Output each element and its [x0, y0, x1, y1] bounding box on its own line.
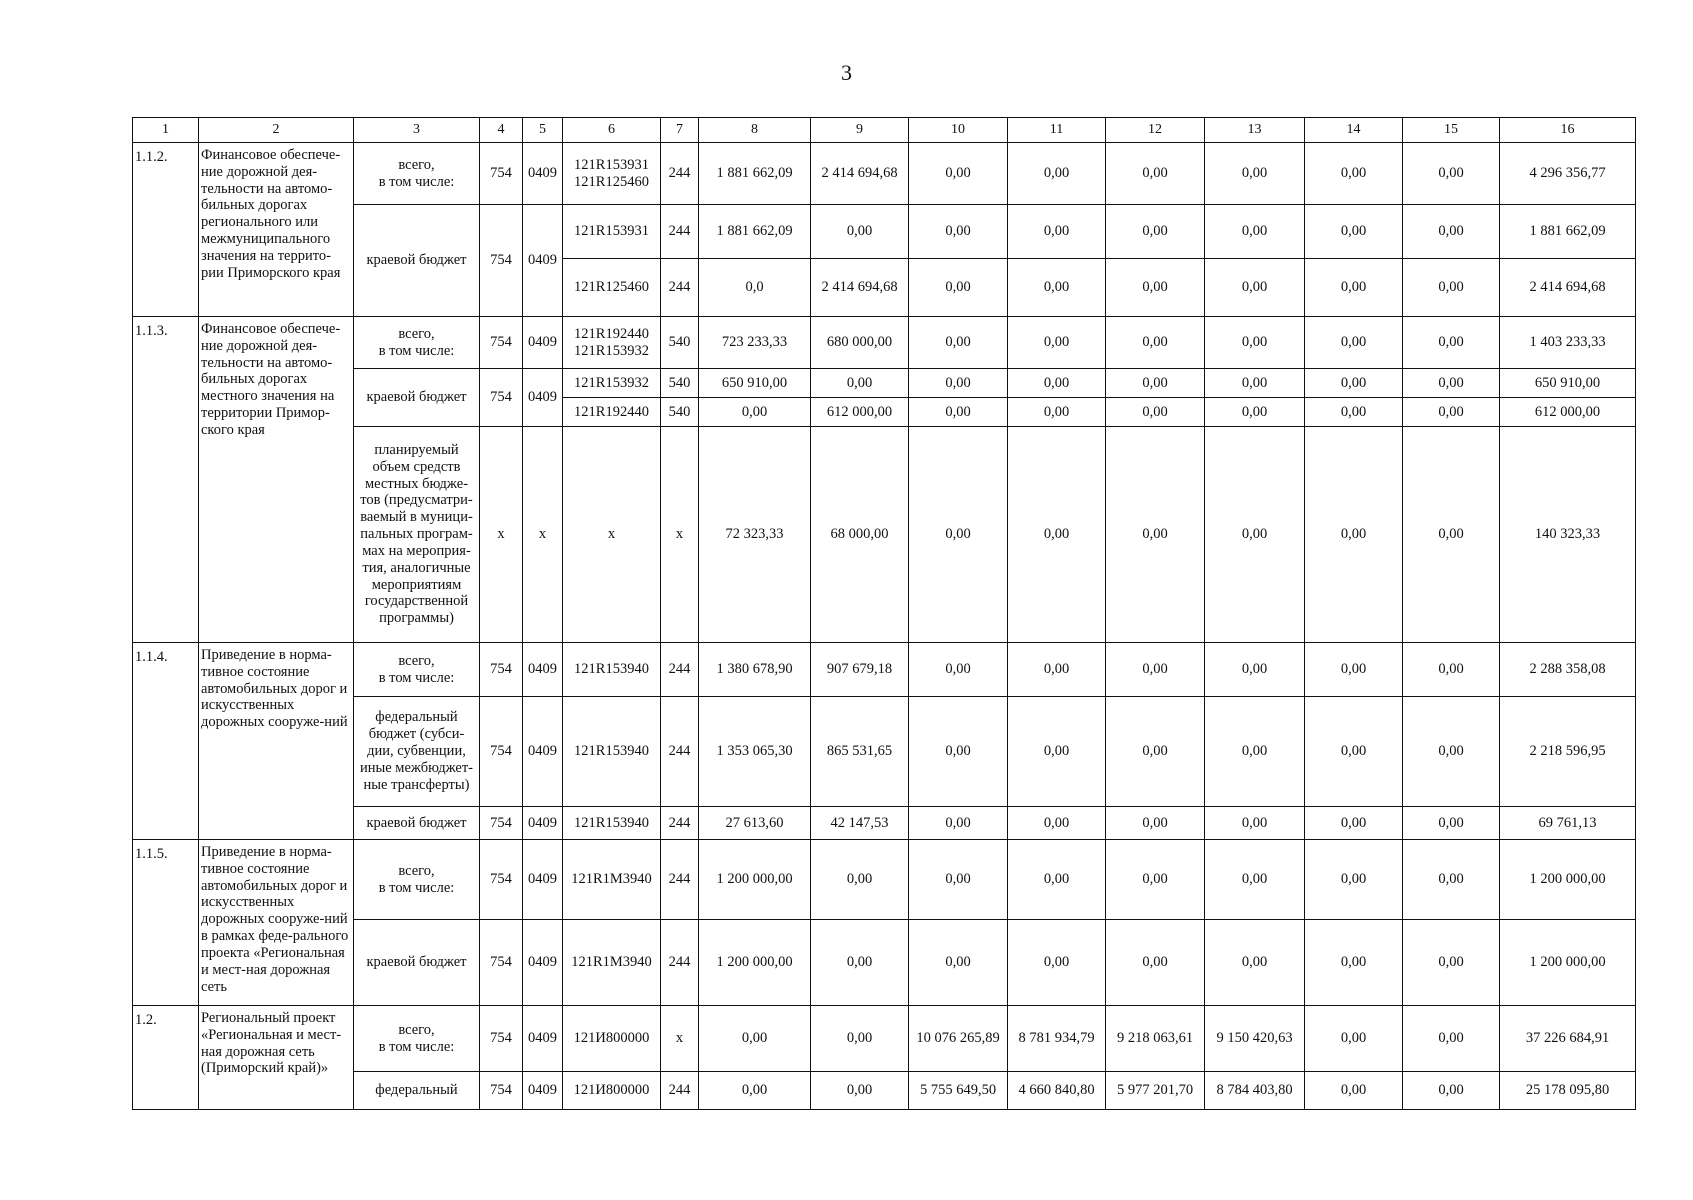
col-header: 14 [1305, 118, 1403, 143]
table-row [133, 205, 1636, 259]
cell: 2 218 596,95 [1500, 697, 1636, 807]
table-row [133, 697, 1636, 807]
cell: 754 [480, 697, 523, 807]
cell: 0,00 [909, 643, 1008, 697]
cell: 0,00 [1305, 643, 1403, 697]
cell: 754 [480, 643, 523, 697]
cell: 612 000,00 [1500, 398, 1636, 427]
table-row [133, 840, 1636, 920]
cell: 0,00 [1205, 398, 1305, 427]
table-row [133, 427, 1636, 643]
cell: 121R153940 [563, 697, 661, 807]
cell: 0,00 [1205, 369, 1305, 398]
cell: 121R153931 [563, 205, 661, 259]
cell: 1 353 065,30 [699, 697, 811, 807]
cell: 0,00 [1008, 259, 1106, 317]
cell: 9 218 063,61 [1106, 1006, 1205, 1072]
cell: 0,00 [1008, 840, 1106, 920]
source-regional: краевой бюджет [354, 205, 480, 317]
cell: 69 761,13 [1500, 807, 1636, 840]
cell: 754 [480, 205, 523, 317]
header-row [133, 118, 1636, 143]
col-header: 12 [1106, 118, 1205, 143]
cell: 9 150 420,63 [1205, 1006, 1305, 1072]
cell: 0,00 [699, 1072, 811, 1110]
cell: 121R153932 [563, 369, 661, 398]
cell: 0,00 [1008, 369, 1106, 398]
cell: 754 [480, 143, 523, 205]
cell: 27 613,60 [699, 807, 811, 840]
cell: 0,00 [1106, 920, 1205, 1006]
cell: 244 [661, 920, 699, 1006]
cell: 42 147,53 [811, 807, 909, 840]
cell: 244 [661, 807, 699, 840]
cell: 0,00 [1403, 920, 1500, 1006]
cell: 0,00 [699, 398, 811, 427]
table-row [133, 369, 1636, 398]
cell: 0,00 [1205, 840, 1305, 920]
cell: 0,00 [1305, 398, 1403, 427]
cell: 0,00 [1106, 317, 1205, 369]
cell: 121R153931 121R125460 [563, 143, 661, 205]
cell: 121R192440 121R153932 [563, 317, 661, 369]
cell: 1 881 662,09 [1500, 205, 1636, 259]
cell: 0,00 [1403, 398, 1500, 427]
cell: 121R1M3940 [563, 920, 661, 1006]
cell: 244 [661, 205, 699, 259]
source-regional: краевой бюджет [354, 369, 480, 427]
cell: 140 323,33 [1500, 427, 1636, 643]
cell: 0409 [523, 643, 563, 697]
cell: 0,00 [1305, 427, 1403, 643]
cell: 0,00 [811, 840, 909, 920]
cell: 121И800000 [563, 1006, 661, 1072]
cell: x [563, 427, 661, 643]
cell: 754 [480, 1006, 523, 1072]
cell: 680 000,00 [811, 317, 909, 369]
cell: 0,00 [811, 920, 909, 1006]
cell: 1 380 678,90 [699, 643, 811, 697]
cell: 1 200 000,00 [699, 920, 811, 1006]
col-header: 10 [909, 118, 1008, 143]
cell: 0409 [523, 1072, 563, 1110]
cell: 244 [661, 1072, 699, 1110]
cell: 4 660 840,80 [1008, 1072, 1106, 1110]
cell: 0,00 [1106, 205, 1205, 259]
cell: 0,0 [699, 259, 811, 317]
cell: 2 288 358,08 [1500, 643, 1636, 697]
item-number: 1.1.4. [133, 643, 199, 840]
cell: 0,00 [909, 205, 1008, 259]
item-number: 1.2. [133, 1006, 199, 1110]
cell: 72 323,33 [699, 427, 811, 643]
table-row [133, 807, 1636, 840]
col-header: 11 [1008, 118, 1106, 143]
cell: 0,00 [909, 427, 1008, 643]
cell: 540 [661, 398, 699, 427]
source-federal: федеральный [354, 1072, 480, 1110]
col-header: 6 [563, 118, 661, 143]
cell: 0,00 [1403, 840, 1500, 920]
cell: 0,00 [1008, 643, 1106, 697]
cell: 0,00 [1305, 369, 1403, 398]
cell: 0,00 [1106, 398, 1205, 427]
cell: 0,00 [1008, 807, 1106, 840]
cell: 121R1M3940 [563, 840, 661, 920]
cell: 650 910,00 [1500, 369, 1636, 398]
cell: 0,00 [1305, 205, 1403, 259]
col-header: 1 [133, 118, 199, 143]
cell: 754 [480, 840, 523, 920]
cell: 723 233,33 [699, 317, 811, 369]
cell: 0,00 [1403, 259, 1500, 317]
cell: 0,00 [909, 697, 1008, 807]
cell: 244 [661, 840, 699, 920]
cell: 244 [661, 697, 699, 807]
item-name: Приведение в норма-тивное состояние автомобильных дорог и искусственных дорожных сооруже-ний [199, 643, 354, 840]
item-number: 1.1.5. [133, 840, 199, 1006]
cell: 0,00 [1205, 143, 1305, 205]
cell: 0,00 [1106, 143, 1205, 205]
cell: 25 178 095,80 [1500, 1072, 1636, 1110]
cell: 0,00 [1305, 1072, 1403, 1110]
source-regional: краевой бюджет [354, 807, 480, 840]
cell: 0,00 [1008, 697, 1106, 807]
cell: 754 [480, 920, 523, 1006]
cell: 0,00 [1106, 259, 1205, 317]
col-header: 9 [811, 118, 909, 143]
source-regional: краевой бюджет [354, 920, 480, 1006]
table-row [133, 920, 1636, 1006]
cell: 0,00 [1106, 697, 1205, 807]
cell: 865 531,65 [811, 697, 909, 807]
cell: 0,00 [1205, 807, 1305, 840]
cell: 0,00 [1008, 920, 1106, 1006]
table-row [133, 1072, 1636, 1110]
item-name: Региональный проект «Региональная и мест-ная дорожная сеть (Приморский край)» [199, 1006, 354, 1110]
source-total: всего, в том числе: [354, 317, 480, 369]
source-local: планируемый объем средств местных бюдже-тов (предусматри-ваемый в муници-пальных програм-мах на мероприя-тия, аналогичные мероприятиям государственной программы) [354, 427, 480, 643]
source-federal: федеральный бюджет (субси-дии, субвенции, иные межбюджет-ные трансферты) [354, 697, 480, 807]
col-header: 8 [699, 118, 811, 143]
cell: 121И800000 [563, 1072, 661, 1110]
cell: 0,00 [909, 840, 1008, 920]
cell: 1 200 000,00 [1500, 920, 1636, 1006]
cell: 0,00 [909, 143, 1008, 205]
cell: 0409 [523, 317, 563, 369]
cell: 5 755 649,50 [909, 1072, 1008, 1110]
cell: 0,00 [1008, 143, 1106, 205]
cell: 0,00 [909, 259, 1008, 317]
cell: 540 [661, 317, 699, 369]
source-total: всего, в том числе: [354, 840, 480, 920]
cell: 0,00 [811, 369, 909, 398]
cell: 0,00 [1106, 369, 1205, 398]
cell: 540 [661, 369, 699, 398]
cell: 0409 [523, 697, 563, 807]
cell: x [661, 1006, 699, 1072]
item-name: Приведение в норма-тивное состояние автомобильных дорог и искусственных дорожных сооруже-ний в рамках феде-рального проекта «Региональная и мест-ная дорожная сеть [199, 840, 354, 1006]
cell: 2 414 694,68 [811, 259, 909, 317]
cell: 0,00 [811, 205, 909, 259]
cell: x [523, 427, 563, 643]
cell: 0409 [523, 1006, 563, 1072]
cell: 0,00 [1403, 427, 1500, 643]
cell: 0,00 [811, 1006, 909, 1072]
cell: 0,00 [1305, 143, 1403, 205]
cell: 1 200 000,00 [1500, 840, 1636, 920]
item-number: 1.1.2. [133, 143, 199, 317]
cell: 0409 [523, 920, 563, 1006]
cell: 2 414 694,68 [1500, 259, 1636, 317]
cell: 1 403 233,33 [1500, 317, 1636, 369]
cell: 0,00 [1008, 398, 1106, 427]
cell: 0,00 [1205, 205, 1305, 259]
cell: 0,00 [1106, 643, 1205, 697]
col-header: 13 [1205, 118, 1305, 143]
cell: 0,00 [1205, 427, 1305, 643]
cell: 907 679,18 [811, 643, 909, 697]
cell: 0,00 [909, 369, 1008, 398]
source-total: всего, в том числе: [354, 1006, 480, 1072]
item-name: Финансовое обеспече-ние дорожной дея-тельности на автомо-бильных дорогах местного значения на территории Примор-ского края [199, 317, 354, 643]
cell: 0,00 [811, 1072, 909, 1110]
cell: 121R125460 [563, 259, 661, 317]
table-row [133, 143, 1636, 205]
cell: 244 [661, 643, 699, 697]
cell: 0,00 [1403, 1072, 1500, 1110]
cell: 0,00 [1106, 427, 1205, 643]
cell: 244 [661, 143, 699, 205]
cell: 0,00 [1305, 259, 1403, 317]
cell: 612 000,00 [811, 398, 909, 427]
cell: 8 781 934,79 [1008, 1006, 1106, 1072]
cell: 0,00 [1008, 427, 1106, 643]
cell: 0,00 [1403, 205, 1500, 259]
cell: 121R153940 [563, 643, 661, 697]
cell: x [661, 427, 699, 643]
cell: 0409 [523, 143, 563, 205]
cell: 650 910,00 [699, 369, 811, 398]
cell: 8 784 403,80 [1205, 1072, 1305, 1110]
cell: 244 [661, 259, 699, 317]
cell: 1 200 000,00 [699, 840, 811, 920]
source-total: всего, в том числе: [354, 643, 480, 697]
table-row [133, 317, 1636, 369]
cell: 0,00 [1205, 643, 1305, 697]
cell: 0,00 [1305, 1006, 1403, 1072]
cell: 0,00 [1106, 840, 1205, 920]
cell: 121R153940 [563, 807, 661, 840]
cell: 0,00 [1403, 697, 1500, 807]
cell: 68 000,00 [811, 427, 909, 643]
cell: 0,00 [1305, 920, 1403, 1006]
cell: 37 226 684,91 [1500, 1006, 1636, 1072]
cell: x [480, 427, 523, 643]
col-header: 7 [661, 118, 699, 143]
cell: 0,00 [1403, 143, 1500, 205]
col-header: 5 [523, 118, 563, 143]
cell: 0,00 [1305, 697, 1403, 807]
cell: 0409 [523, 369, 563, 427]
cell: 0,00 [1305, 317, 1403, 369]
col-header: 2 [199, 118, 354, 143]
cell: 0,00 [1403, 807, 1500, 840]
cell: 754 [480, 369, 523, 427]
page-number: 3 [841, 60, 852, 85]
item-number: 1.1.3. [133, 317, 199, 643]
cell: 754 [480, 1072, 523, 1110]
source-total: всего, в том числе: [354, 143, 480, 205]
cell: 0,00 [1205, 259, 1305, 317]
table-row [133, 643, 1636, 697]
cell: 0,00 [1403, 317, 1500, 369]
cell: 1 881 662,09 [699, 143, 811, 205]
cell: 5 977 201,70 [1106, 1072, 1205, 1110]
cell: 4 296 356,77 [1500, 143, 1636, 205]
cell: 0,00 [699, 1006, 811, 1072]
cell: 1 881 662,09 [699, 205, 811, 259]
cell: 0,00 [1305, 807, 1403, 840]
cell: 0,00 [1205, 697, 1305, 807]
cell: 0,00 [1008, 317, 1106, 369]
cell: 0,00 [909, 920, 1008, 1006]
cell: 0,00 [1205, 920, 1305, 1006]
cell: 10 076 265,89 [909, 1006, 1008, 1072]
cell: 754 [480, 807, 523, 840]
cell: 0,00 [909, 807, 1008, 840]
cell: 2 414 694,68 [811, 143, 909, 205]
cell: 0,00 [1403, 1006, 1500, 1072]
cell: 0,00 [1106, 807, 1205, 840]
cell: 754 [480, 317, 523, 369]
table-row [133, 1006, 1636, 1072]
cell: 0,00 [1403, 643, 1500, 697]
cell: 121R192440 [563, 398, 661, 427]
cell: 0,00 [1205, 317, 1305, 369]
item-name: Финансовое обеспече-ние дорожной дея-тельности на автомо-бильных дорогах регионального или межмуниципального значения на террито-рии Приморского края [199, 143, 354, 317]
cell: 0,00 [1403, 369, 1500, 398]
cell: 0409 [523, 807, 563, 840]
cell: 0409 [523, 205, 563, 317]
col-header: 15 [1403, 118, 1500, 143]
cell: 0,00 [909, 317, 1008, 369]
budget-table [132, 117, 1636, 1110]
col-header: 3 [354, 118, 480, 143]
cell: 0,00 [1008, 205, 1106, 259]
cell: 0,00 [1305, 840, 1403, 920]
col-header: 4 [480, 118, 523, 143]
col-header: 16 [1500, 118, 1636, 143]
cell: 0409 [523, 840, 563, 920]
cell: 0,00 [909, 398, 1008, 427]
